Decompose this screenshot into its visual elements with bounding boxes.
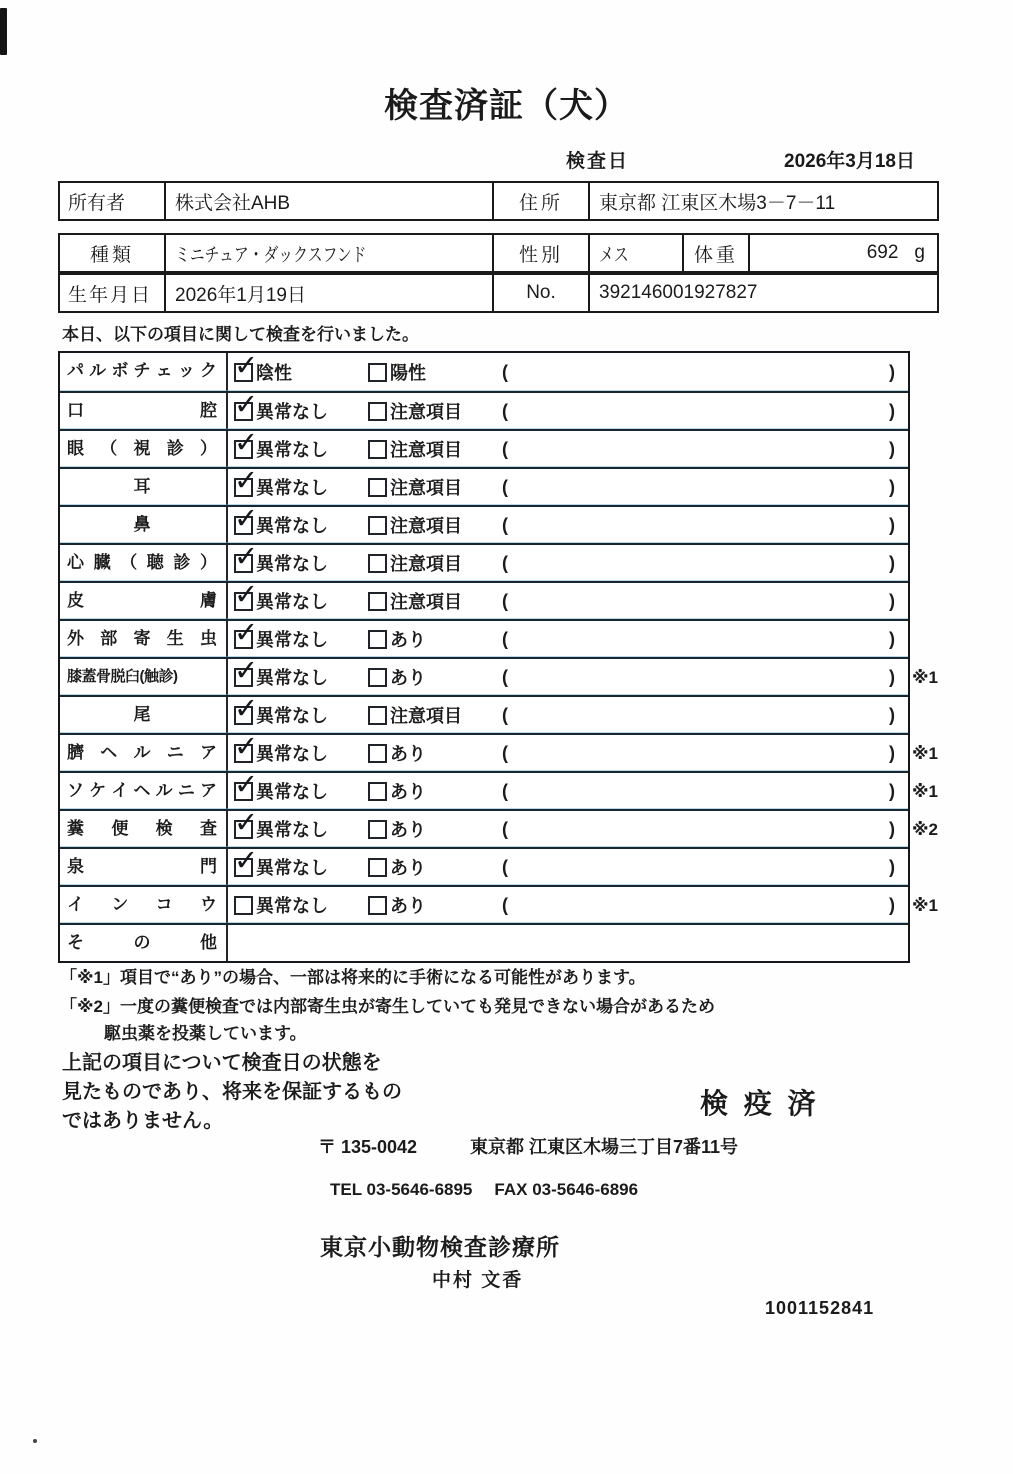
comment-paren-close: ) [889, 780, 895, 801]
exam-option-2-label: あり [390, 744, 426, 764]
exam-option-2 [368, 359, 500, 385]
tel-number: TEL 03-5646-6895 [330, 1180, 473, 1199]
exam-option-1 [234, 398, 368, 424]
exam-option-2-label: 注意項目 [390, 478, 462, 498]
exam-option-2 [368, 664, 500, 690]
exam-row [60, 543, 908, 581]
document-title: 検査済証（犬） [384, 87, 629, 125]
checkbox-icon[interactable] [234, 402, 253, 421]
exam-option-2 [368, 626, 500, 652]
exam-option-1-label: 異常なし [256, 668, 328, 688]
quarantine-stamp: 検 疫 済 [700, 1088, 820, 1119]
comment-paren-open: ( [502, 704, 508, 725]
exam-row-content [228, 545, 908, 581]
comment-paren-close: ) [889, 666, 895, 687]
exam-option-2 [368, 740, 500, 766]
owner-value: 株式会社AHB [164, 183, 492, 219]
disclaimer-text [62, 1049, 402, 1136]
exam-row-content [228, 431, 908, 467]
comment-paren-open: ( [502, 438, 508, 459]
checkbox-icon[interactable] [368, 630, 387, 649]
comment-paren-open: ( [502, 818, 508, 839]
exam-row [60, 505, 908, 543]
exam-option-1-label: 異常なし [256, 592, 328, 612]
exam-option-2-label: 注意項目 [390, 516, 462, 536]
weight-unit: g [914, 242, 925, 263]
breed-label: 種類 [89, 244, 134, 266]
checkbox-icon[interactable] [368, 858, 387, 877]
exam-option-1-label: 異常なし [256, 478, 328, 498]
weight-value: 692 [866, 242, 899, 263]
footnote-ref: ※1 [912, 896, 938, 915]
exam-option-2-label: あり [390, 630, 426, 650]
exam-option-2 [368, 854, 500, 880]
exam-row-content [228, 697, 908, 733]
clinic-address: 東京都 江東区木場三丁目7番11号 [470, 1137, 739, 1157]
checkbox-icon[interactable] [234, 744, 253, 763]
exam-row-content [228, 887, 908, 923]
exam-option-2 [368, 512, 500, 538]
exam-row [60, 923, 908, 961]
footnote-ref: ※1 [912, 668, 938, 687]
exam-item-label: 尾 [60, 697, 228, 733]
checkbox-icon[interactable] [234, 706, 253, 725]
fax-number: FAX 03-5646-6896 [494, 1180, 639, 1199]
no-label: No. [492, 275, 588, 311]
comment-paren-close: ) [889, 628, 895, 649]
checkbox-icon[interactable] [368, 782, 387, 801]
exam-option-1-label: 陰性 [256, 363, 292, 383]
comment-paren-close: ) [889, 552, 895, 573]
exam-item-label: ソ ケ イ ヘ ル ニ ア [60, 773, 228, 809]
exam-option-2 [368, 892, 500, 918]
exam-option-2 [368, 588, 500, 614]
checkbox-icon[interactable] [234, 554, 253, 573]
checkbox-icon[interactable] [368, 402, 387, 421]
exam-option-2-label: 注意項目 [390, 402, 462, 422]
exam-option-1-label: 異常なし [256, 782, 328, 802]
comment-paren-open: ( [502, 742, 508, 763]
checkbox-icon[interactable] [368, 820, 387, 839]
comment-paren-close: ) [889, 476, 895, 497]
exam-option-2-label: 注意項目 [390, 554, 462, 574]
exam-row-content [228, 469, 908, 505]
exam-option-2-label: あり [390, 782, 426, 802]
exam-row-content [228, 773, 908, 809]
checkbox-icon[interactable] [234, 630, 253, 649]
exam-option-1-label: 異常なし [256, 440, 328, 460]
veterinarian-name: 中村 文香 [432, 1270, 524, 1291]
sex-value-text: メス [599, 244, 629, 266]
exam-option-1 [234, 664, 368, 690]
comment-paren-close: ) [889, 856, 895, 877]
checkbox-icon[interactable] [368, 592, 387, 611]
comment-paren-close: ) [889, 894, 895, 915]
footnote-2-line1: 「※2」一度の糞便検査では内部寄生虫が寄生していても発見できない場合があるため [60, 997, 715, 1016]
checkbox-icon[interactable] [368, 516, 387, 535]
exam-option-1-label: 異常なし [256, 630, 328, 650]
breed-value-text: ミニチュア・ダックスフンド [175, 244, 367, 266]
comment-paren-open: ( [502, 552, 508, 573]
checkbox-icon[interactable] [234, 782, 253, 801]
checkbox-icon[interactable] [234, 858, 253, 877]
checkbox-icon[interactable] [234, 592, 253, 611]
checkbox-icon[interactable] [234, 668, 253, 687]
comment-paren-open: ( [502, 666, 508, 687]
owner-label-text: 所有者 [68, 192, 126, 214]
owner-table [58, 181, 939, 221]
exam-item-label: 膝蓋骨脱臼(触診) [60, 659, 228, 695]
exam-item-label: 外 部 寄 生 虫 [60, 621, 228, 657]
exam-row [60, 619, 908, 657]
scan-artifact-bar [0, 8, 7, 55]
checkbox-icon[interactable] [368, 478, 387, 497]
exam-option-1 [234, 816, 368, 842]
exam-row [60, 429, 908, 467]
exam-row [60, 695, 908, 733]
exam-row-content [228, 353, 908, 391]
exam-item-label: イ ン コ ウ [60, 887, 228, 923]
exam-option-1-label: 異常なし [256, 896, 328, 916]
checkbox-icon[interactable] [234, 820, 253, 839]
exam-item-label: 耳 [60, 469, 228, 505]
comment-paren-open: ( [502, 894, 508, 915]
inspection-date-label: 検査日 [566, 151, 630, 172]
exam-item-label: 心 臓 （ 聴 診 ） [60, 545, 228, 581]
pet-table-row1 [58, 233, 939, 273]
inspection-date-value: 2026年3月18日 [784, 151, 915, 172]
sex-label: 性別 [492, 235, 588, 271]
exam-option-2-label: 注意項目 [390, 592, 462, 612]
clinic-name: 東京小動物検査診療所 [320, 1234, 560, 1260]
disclaimer-line-3: ではありません。 [62, 1110, 224, 1132]
comment-paren-open: ( [502, 514, 508, 535]
exam-option-1 [234, 359, 368, 385]
exam-intro-text: 本日、以下の項目に関して検査を行いました。 [62, 325, 419, 344]
exam-row [60, 885, 938, 923]
exam-option-1-label: 異常なし [256, 554, 328, 574]
disclaimer-line-1: 上記の項目について検査日の状態を [62, 1052, 382, 1074]
exam-row [60, 809, 938, 847]
comment-paren-close: ) [889, 514, 895, 535]
exam-item-label: 臍 ヘ ル ニ ア [60, 735, 228, 771]
footnote-ref: ※1 [912, 782, 938, 801]
checkbox-icon[interactable] [234, 478, 253, 497]
exam-item-label: 皮 膚 [60, 583, 228, 619]
birth-value: 2026年1月19日 [164, 275, 492, 311]
checkbox-icon[interactable] [368, 440, 387, 459]
exam-option-2-label: あり [390, 896, 426, 916]
comment-paren-close: ) [889, 438, 895, 459]
exam-option-2 [368, 702, 500, 728]
comment-paren-open: ( [502, 628, 508, 649]
footnote-1: 「※1」項目で“あり”の場合、一部は将来的に手術になる可能性があります。 [60, 968, 646, 987]
comment-paren-close: ) [889, 742, 895, 763]
checkbox-icon[interactable] [368, 706, 387, 725]
exam-item-label: 鼻 [60, 507, 228, 543]
comment-paren-open: ( [502, 856, 508, 877]
exam-row [60, 733, 938, 771]
checkbox-icon[interactable] [368, 896, 387, 915]
exam-row-content [228, 849, 908, 885]
exam-option-1 [234, 436, 368, 462]
comment-paren-close: ) [889, 590, 895, 611]
checkbox-icon[interactable] [234, 363, 253, 382]
exam-row-content [228, 621, 908, 657]
exam-row-content [228, 583, 908, 619]
comment-paren-close: ) [889, 704, 895, 725]
checkbox-icon[interactable] [368, 744, 387, 763]
footnote-ref: ※2 [912, 820, 938, 839]
exam-option-2-label: あり [390, 820, 426, 840]
checkbox-icon[interactable] [234, 516, 253, 535]
pet-table-row2 [58, 273, 939, 313]
exam-item-label: 口 腔 [60, 393, 228, 429]
footnote-ref: ※1 [912, 744, 938, 763]
exam-option-2 [368, 816, 500, 842]
exam-row-content [228, 735, 908, 771]
serial-number: 1001152841 [765, 1298, 875, 1318]
exam-option-1 [234, 702, 368, 728]
sex-value [588, 235, 682, 271]
footnote-2-line2: 駆虫薬を投薬しています。 [104, 1024, 307, 1043]
exam-option-1-label: 異常なし [256, 820, 328, 840]
exam-option-1 [234, 892, 368, 918]
exam-row-content [228, 393, 908, 429]
exam-item-label: パ ル ボ チ ェ ッ ク [60, 353, 228, 391]
weight-value-cell [748, 235, 937, 271]
comment-paren-open: ( [502, 400, 508, 421]
exam-row-content [228, 925, 908, 961]
comment-paren-close: ) [889, 361, 895, 382]
exam-row [60, 771, 938, 809]
exam-table [58, 351, 938, 963]
weight-label: 体重 [682, 235, 748, 271]
comment-paren-open: ( [502, 780, 508, 801]
exam-option-2-label: 陽性 [390, 363, 426, 383]
exam-option-1 [234, 588, 368, 614]
exam-option-2 [368, 474, 500, 500]
comment-paren-open: ( [502, 476, 508, 497]
exam-row [60, 657, 938, 695]
exam-row [60, 467, 908, 505]
exam-option-1 [234, 740, 368, 766]
checkbox-icon[interactable] [368, 554, 387, 573]
comment-paren-open: ( [502, 590, 508, 611]
exam-option-2-label: あり [390, 858, 426, 878]
exam-row [60, 581, 908, 619]
checkbox-icon[interactable] [368, 363, 387, 382]
breed-value [164, 235, 492, 271]
exam-option-1 [234, 626, 368, 652]
comment-paren-close: ) [889, 818, 895, 839]
birth-label: 生年月日 [68, 284, 153, 306]
exam-option-1-label: 異常なし [256, 706, 328, 726]
exam-option-2-label: 注意項目 [390, 706, 462, 726]
checkbox-icon[interactable] [234, 440, 253, 459]
exam-option-2 [368, 550, 500, 576]
no-value: 392146001927827 [588, 275, 937, 311]
exam-option-1-label: 異常なし [256, 402, 328, 422]
checkbox-icon[interactable] [234, 896, 253, 915]
exam-row [60, 391, 908, 429]
exam-option-2 [368, 778, 500, 804]
exam-option-2 [368, 398, 500, 424]
exam-option-1 [234, 854, 368, 880]
exam-row [60, 847, 908, 885]
postal-code: 〒 135-0042 [318, 1137, 418, 1157]
disclaimer-line-2: 見たものであり、将来を保証するもの [62, 1081, 402, 1103]
comment-paren-open: ( [502, 361, 508, 382]
exam-option-1 [234, 550, 368, 576]
exam-option-1 [234, 512, 368, 538]
exam-option-1 [234, 474, 368, 500]
exam-row [60, 353, 908, 391]
address-value: 東京都 江東区木場3－7－11 [588, 183, 937, 219]
exam-item-label: 眼 （ 視 診 ） [60, 431, 228, 467]
exam-row-content [228, 811, 908, 847]
exam-item-label: 泉 門 [60, 849, 228, 885]
exam-option-2-label: 注意項目 [390, 440, 462, 460]
tel-fax-line [330, 1180, 638, 1200]
owner-label [60, 183, 164, 219]
exam-item-label: 糞 便 検 査 [60, 811, 228, 847]
exam-option-1-label: 異常なし [256, 744, 328, 764]
exam-option-1 [234, 778, 368, 804]
exam-option-1-label: 異常なし [256, 516, 328, 536]
scan-artifact-dot [33, 1439, 37, 1443]
comment-paren-close: ) [889, 400, 895, 421]
exam-option-2 [368, 436, 500, 462]
exam-option-1-label: 異常なし [256, 858, 328, 878]
checkbox-icon[interactable] [368, 668, 387, 687]
exam-option-2-label: あり [390, 668, 426, 688]
exam-row-content [228, 659, 908, 695]
exam-item-label: そ の 他 [60, 925, 228, 961]
exam-row-content [228, 507, 908, 543]
address-label: 住所 [492, 183, 588, 219]
